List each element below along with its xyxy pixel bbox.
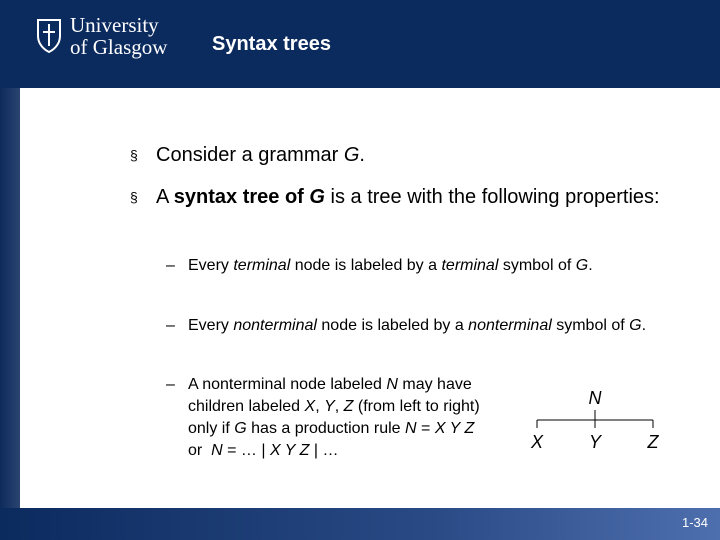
sub-bullet-dash: – — [166, 376, 175, 393]
sub-bullet-text: Every nonterminal node is labeled by a nonterminal symbol of G. — [188, 317, 647, 334]
bullet-marker: § — [130, 147, 138, 163]
slide-title: Syntax trees — [212, 33, 331, 55]
university-name — [70, 14, 167, 58]
university-crest-icon — [36, 18, 62, 54]
sub-bullet-dash: – — [166, 257, 175, 274]
logo-line1: University — [70, 13, 159, 37]
logo-line2: of Glasgow — [70, 35, 168, 59]
sub-bullet-2 — [166, 315, 678, 337]
bullet-text: Consider a grammar G. — [156, 144, 365, 166]
tree-child-x: X — [530, 432, 544, 452]
bullet-marker: § — [130, 189, 138, 205]
university-logo — [36, 14, 186, 62]
bullet-2 — [130, 184, 676, 210]
sub-bullet-1 — [166, 255, 678, 277]
sub-bullet-text: A nonterminal node labeled N may have children labeled X, Y, Z (from left to right) only if G has a production rule N = X Y Z or N = … | X Y Z | … — [188, 376, 480, 459]
bullet-1 — [130, 142, 676, 168]
footer-bar — [0, 508, 720, 540]
header-bar — [0, 0, 720, 88]
bullet-text: A syntax tree of G is a tree with the following properties: — [156, 186, 660, 208]
tree-child-y: Y — [588, 432, 602, 452]
syntax-tree-diagram — [520, 380, 670, 470]
sub-bullet-text: Every terminal node is labeled by a terminal symbol of G. — [188, 257, 593, 274]
slide-number: 1-34 — [681, 515, 708, 530]
tree-root-label: N — [588, 388, 602, 408]
sub-bullet-dash: – — [166, 317, 175, 334]
tree-child-z: Z — [647, 432, 659, 452]
sub-bullet-3 — [166, 374, 488, 462]
